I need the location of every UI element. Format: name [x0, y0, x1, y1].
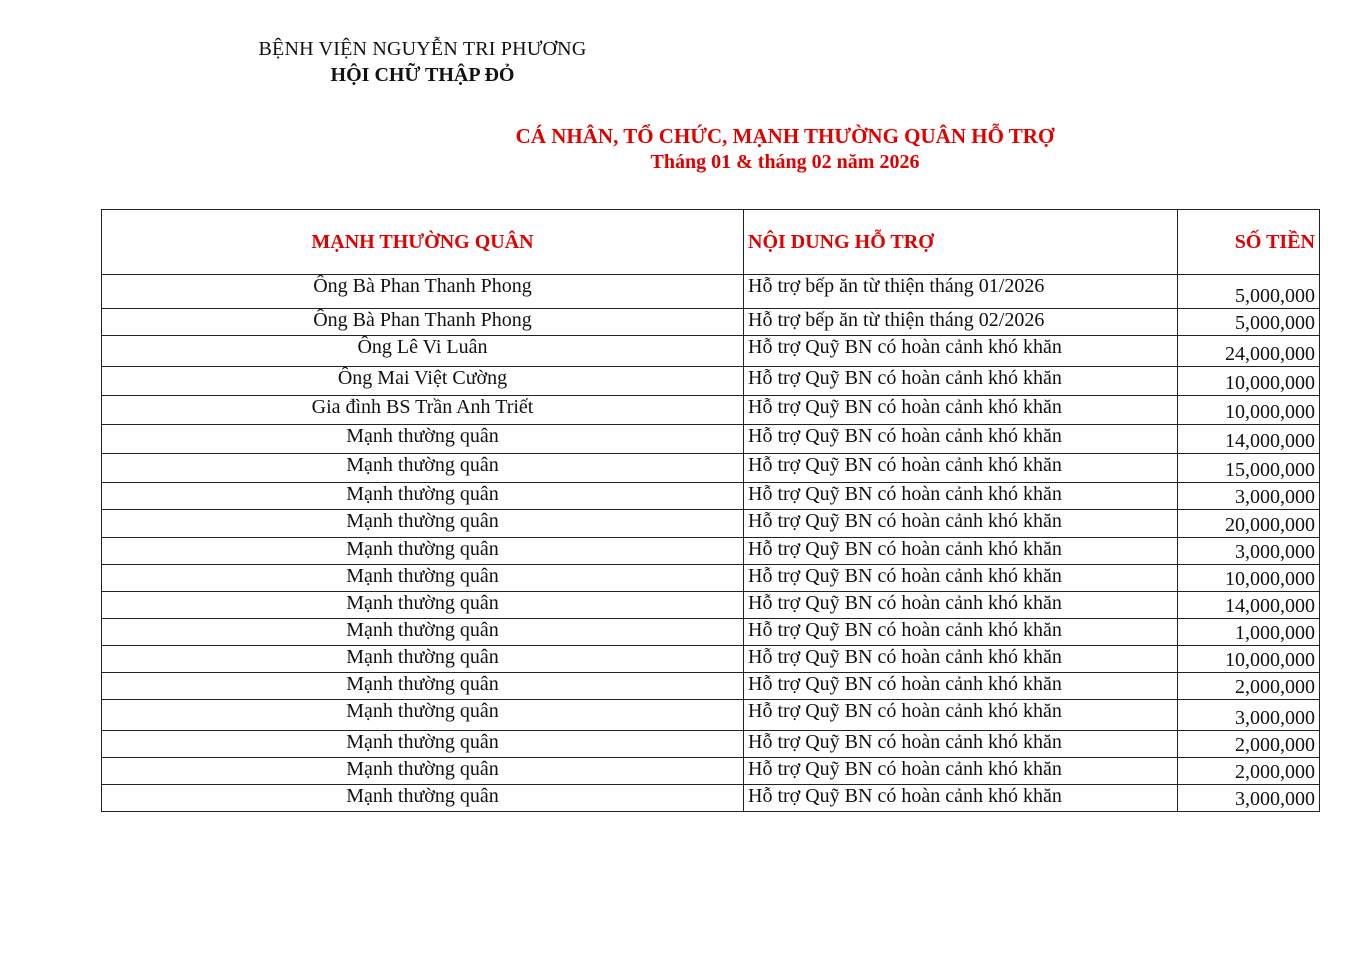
table-row	[102, 309, 1320, 336]
support-content-cell: Hỗ trợ Quỹ BN có hoàn cảnh khó khăn	[744, 565, 1178, 592]
support-content-cell: Hỗ trợ Quỹ BN có hoàn cảnh khó khăn	[744, 700, 1178, 731]
table-row	[102, 565, 1320, 592]
donor-name-cell: Mạnh thường quân	[102, 731, 744, 758]
support-content-cell: Hỗ trợ Quỹ BN có hoàn cảnh khó khăn	[744, 731, 1178, 758]
table-row	[102, 538, 1320, 565]
amount-cell: 1,000,000	[1178, 619, 1320, 646]
support-content-cell: Hỗ trợ Quỹ BN có hoàn cảnh khó khăn	[744, 425, 1178, 454]
amount-cell: 10,000,000	[1178, 565, 1320, 592]
donor-name-cell: Gia đình BS Trần Anh Triết	[102, 396, 744, 425]
amount-cell: 10,000,000	[1178, 367, 1320, 396]
donor-name-cell: Mạnh thường quân	[102, 483, 744, 510]
support-content-cell: Hỗ trợ Quỹ BN có hoàn cảnh khó khăn	[744, 336, 1178, 367]
donor-name-cell: Mạnh thường quân	[102, 454, 744, 483]
amount-cell: 20,000,000	[1178, 510, 1320, 538]
donor-name-cell: Ông Lê Vi Luân	[102, 336, 744, 367]
donor-name-cell: Mạnh thường quân	[102, 700, 744, 731]
hospital-name: BỆNH VIỆN NGUYỄN TRI PHƯƠNG	[258, 38, 587, 60]
column-header-content: NỘI DUNG HỖ TRỢ	[744, 210, 1178, 275]
amount-cell: 14,000,000	[1178, 592, 1320, 619]
support-content-cell: Hỗ trợ Quỹ BN có hoàn cảnh khó khăn	[744, 510, 1178, 538]
donor-name-cell: Mạnh thường quân	[102, 538, 744, 565]
organization-header	[240, 36, 605, 88]
table-row	[102, 619, 1320, 646]
amount-cell: 2,000,000	[1178, 731, 1320, 758]
donor-name-cell: Ông Bà Phan Thanh Phong	[102, 275, 744, 309]
table-row	[102, 454, 1320, 483]
support-content-cell: Hỗ trợ Quỹ BN có hoàn cảnh khó khăn	[744, 758, 1178, 785]
table-row	[102, 731, 1320, 758]
support-content-cell: Hỗ trợ Quỹ BN có hoàn cảnh khó khăn	[744, 785, 1178, 812]
amount-cell: 10,000,000	[1178, 396, 1320, 425]
table-row	[102, 700, 1320, 731]
column-header-amount: SỐ TIỀN	[1178, 210, 1320, 275]
support-content-cell: Hỗ trợ Quỹ BN có hoàn cảnh khó khăn	[744, 619, 1178, 646]
support-content-cell: Hỗ trợ Quỹ BN có hoàn cảnh khó khăn	[744, 592, 1178, 619]
column-header-donor: MẠNH THƯỜNG QUÂN	[102, 210, 744, 275]
support-content-cell: Hỗ trợ Quỹ BN có hoàn cảnh khó khăn	[744, 673, 1178, 700]
title-main: CÁ NHÂN, TỔ CHỨC, MẠNH THƯỜNG QUÂN HỖ TRỢ	[515, 124, 1055, 148]
amount-cell: 2,000,000	[1178, 758, 1320, 785]
table-row	[102, 646, 1320, 673]
amount-cell: 3,000,000	[1178, 483, 1320, 510]
support-content-cell: Hỗ trợ Quỹ BN có hoàn cảnh khó khăn	[744, 646, 1178, 673]
support-content-cell: Hỗ trợ Quỹ BN có hoàn cảnh khó khăn	[744, 454, 1178, 483]
table-row	[102, 483, 1320, 510]
amount-cell: 24,000,000	[1178, 336, 1320, 367]
donor-name-cell: Ông Mai Việt Cường	[102, 367, 744, 396]
table-header-row	[102, 210, 1320, 275]
donor-name-cell: Mạnh thường quân	[102, 425, 744, 454]
table-row	[102, 592, 1320, 619]
donor-name-cell: Mạnh thường quân	[102, 758, 744, 785]
amount-cell: 5,000,000	[1178, 275, 1320, 309]
table-row	[102, 367, 1320, 396]
amount-cell: 3,000,000	[1178, 538, 1320, 565]
table-row	[102, 785, 1320, 812]
support-content-cell: Hỗ trợ bếp ăn từ thiện tháng 01/2026	[744, 275, 1178, 309]
amount-cell: 14,000,000	[1178, 425, 1320, 454]
association-name: HỘI CHỮ THẬP ĐỎ	[330, 64, 515, 86]
table-row	[102, 673, 1320, 700]
donor-name-cell: Ông Bà Phan Thanh Phong	[102, 309, 744, 336]
amount-cell: 15,000,000	[1178, 454, 1320, 483]
amount-cell: 3,000,000	[1178, 700, 1320, 731]
table-row	[102, 275, 1320, 309]
donor-name-cell: Mạnh thường quân	[102, 646, 744, 673]
donor-name-cell: Mạnh thường quân	[102, 592, 744, 619]
donor-name-cell: Mạnh thường quân	[102, 673, 744, 700]
support-content-cell: Hỗ trợ bếp ăn từ thiện tháng 02/2026	[744, 309, 1178, 336]
support-content-cell: Hỗ trợ Quỹ BN có hoàn cảnh khó khăn	[744, 538, 1178, 565]
amount-cell: 5,000,000	[1178, 309, 1320, 336]
table-row	[102, 396, 1320, 425]
donor-name-cell: Mạnh thường quân	[102, 510, 744, 538]
table-row	[102, 336, 1320, 367]
support-content-cell: Hỗ trợ Quỹ BN có hoàn cảnh khó khăn	[744, 483, 1178, 510]
table-row	[102, 510, 1320, 538]
title-period: Tháng 01 & tháng 02 năm 2026	[650, 151, 920, 173]
document-title	[420, 123, 1150, 175]
amount-cell: 10,000,000	[1178, 646, 1320, 673]
donor-table	[101, 209, 1320, 812]
amount-cell: 2,000,000	[1178, 673, 1320, 700]
donor-name-cell: Mạnh thường quân	[102, 785, 744, 812]
donor-name-cell: Mạnh thường quân	[102, 619, 744, 646]
donor-name-cell: Mạnh thường quân	[102, 565, 744, 592]
amount-cell: 3,000,000	[1178, 785, 1320, 812]
table-row	[102, 758, 1320, 785]
support-content-cell: Hỗ trợ Quỹ BN có hoàn cảnh khó khăn	[744, 396, 1178, 425]
table-row	[102, 425, 1320, 454]
support-content-cell: Hỗ trợ Quỹ BN có hoàn cảnh khó khăn	[744, 367, 1178, 396]
